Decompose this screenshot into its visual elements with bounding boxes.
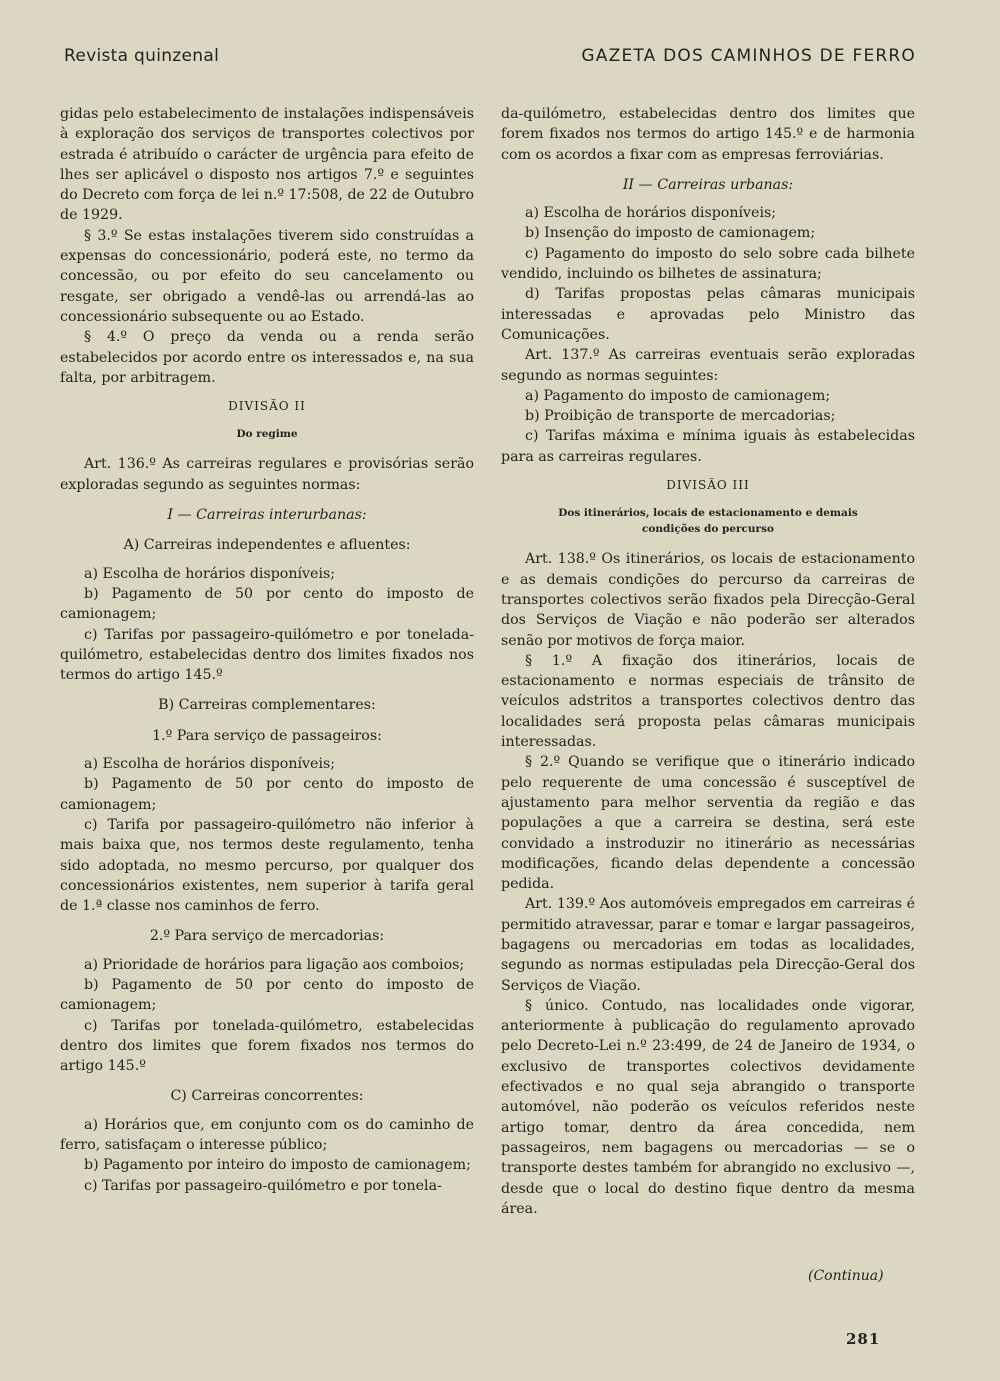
list-item: c) Tarifas por passageiro-quilómetro e por tonela- bbox=[84, 1177, 442, 1194]
subsection-heading: A) Carreiras independentes e afluentes: bbox=[123, 537, 411, 554]
list-item: a) Escolha de horários disponíveis; bbox=[84, 565, 336, 582]
list-item: b) Proibição de transporte de mercadorias; bbox=[525, 408, 836, 425]
article: Art. 137.º As carreiras eventuais serão exploradas segundo as normas seguintes: bbox=[501, 347, 915, 384]
list-item: a) Escolha de horários disponíveis; bbox=[84, 756, 336, 773]
list-item: b) Pagamento de 50 por cento do imposto de camionagem; bbox=[60, 776, 474, 813]
list-item: c) Tarifas máxima e mínima iguais às estabelecidas para as carreiras regulares. bbox=[501, 428, 915, 465]
list-item: b) Pagamento de 50 por cento do imposto de camionagem; bbox=[60, 976, 474, 1014]
list-item: b) Pagamento por inteiro do imposto de camionagem; bbox=[84, 1157, 471, 1174]
article: Art. 136.º As carreiras regulares e provisórias serão exploradas segundo as seguintes normas: bbox=[60, 456, 474, 493]
division-subtitle: Do regime bbox=[236, 428, 298, 441]
paragraph: § único. Contudo, nas localidades onde vigorar, anteriormente à publicação do regulamento aprovado pelo Decreto-Lei n.º 23:499, de 24 de Janeiro de 1934, o exclusivo de transportes colectivos devidamente efectivados e no qual seja abrangido o transporte automóvel, não poderão os veículos referidos neste artigo tomar, dentro da área concedida, nem passageiros, nem bagagens ou mercadorias — se o transporte destes também for abrangido no exclusivo —, desde que o local do destino fique dentro da mesma área. bbox=[501, 997, 915, 1217]
list-item: c) Pagamento do imposto do selo sobre cada bilhete vendido, incluindo os bilhetes de assinatura; bbox=[501, 245, 915, 283]
list-item: b) Pagamento de 50 por cento do imposto de camionagem; bbox=[60, 585, 474, 623]
paragraph: gidas pelo estabelecimento de instalações indispensáveis à exploração dos serviços de transportes colectivos por estrada é atribuído o carácter de urgência para efeito de lhes ser aplicável o disposto nos artigos 7.º e seguintes do Decreto com força de lei n.º 17:508, de 22 de Outubro de 1929. bbox=[60, 106, 475, 224]
division-title: DIVISÃO II bbox=[228, 399, 306, 414]
subsection-heading: B) Carreiras complementares: bbox=[158, 697, 376, 714]
paragraph: § 4.º O preço da venda ou a renda serão estabelecidos por acordo entre os interessados e, na sua falta, por arbitragem. bbox=[60, 329, 474, 386]
page-number: 281 bbox=[846, 1330, 881, 1348]
subsection-heading: 1.º Para serviço de passageiros: bbox=[152, 727, 382, 744]
list-item: c) Tarifas por passageiro-quilómetro e por tonelada-quilómetro, estabelecidas dentro dos limites fixados nos termos do artigo 145.º bbox=[60, 626, 474, 684]
header-left: Revista quinzenal bbox=[64, 46, 220, 66]
list-item: a) Pagamento do imposto de camionagem; bbox=[525, 387, 831, 404]
list-item: c) Tarifas por tonelada-quilómetro, estabelecidas dentro dos limites que forem fixados nos termos do artigo 145.º bbox=[60, 1017, 474, 1075]
subsection-heading: 2.º Para serviço de mercadorias: bbox=[149, 928, 385, 945]
list-item: d) Tarifas propostas pelas câmaras municipais interessadas e aprovadas pelo Ministro das Comunicações. bbox=[501, 286, 915, 343]
list-item: c) Tarifa por passageiro-quilómetro não inferior à mais baixa que, nos termos deste regulamento, tenha sido adoptada, no mesmo percurso, por qualquer dos concessionários existentes, nem superior à tarifa geral de 1.ª classe nos caminhos de ferro. bbox=[60, 816, 474, 915]
paragraph: § 1.º A fixação dos itinerários, locais de estacionamento e normas especiais de trânsito de veículos adstritos a transportes colectivos dentro das localidades será proposta pelas câmaras municipais interessadas. bbox=[501, 652, 915, 751]
division-title: DIVISÃO III bbox=[666, 478, 750, 493]
continua-note: (Continua) bbox=[808, 1268, 884, 1284]
list-item: a) Horários que, em conjunto com os do caminho de ferro, satisfaçam o interesse público; bbox=[60, 1116, 474, 1154]
article: Art. 139.º Aos automóveis empregados em carreiras é permitido atravessar, parar e tomar e largar passageiros, bagagens ou mercadorias em todas as localidades, segundo as normas estipuladas pela Direcção-Geral dos Serviços de Viação. bbox=[501, 896, 915, 994]
left-column bbox=[60, 104, 474, 1196]
header-right: GAZETA DOS CAMINHOS DE FERRO bbox=[581, 46, 916, 66]
right-column bbox=[501, 104, 915, 1219]
article: Art. 138.º Os itinerários, os locais de estacionamento e as demais condições do percurso da carreiras de transportes colectivos serão fixados pela Direcção-Geral dos Serviços de Viação e não poderão ser alterados senão por motivos de força maior. bbox=[501, 551, 915, 649]
list-item: a) Escolha de horários disponíveis; bbox=[525, 205, 777, 222]
division-subtitle: Dos itinerários, locais de estacionamento e demais condições do percurso bbox=[558, 507, 858, 536]
subsection-heading: C) Carreiras concorrentes: bbox=[170, 1088, 364, 1105]
paragraph: § 3.º Se estas instalações tiverem sido construídas a expensas do concessionário, poderá este, no termo da concessão, ou por efeito do seu cancelamento ou resgate, ser obrigado a vendê-las ou arrendá-las ao concessionário subsequente ou ao Estado. bbox=[60, 227, 474, 325]
paragraph: da-quilómetro, estabelecidas dentro dos limites que forem fixados nos termos do artigo 145.º e de harmonia com os acordos a fixar com as empresas ferroviárias. bbox=[501, 106, 915, 163]
section-heading: II — Carreiras urbanas: bbox=[622, 176, 794, 193]
list-item: a) Prioridade de horários para ligação aos comboios; bbox=[84, 956, 465, 973]
list-item: b) Insenção do imposto de camionagem; bbox=[525, 225, 816, 242]
section-heading: I — Carreiras interurbanas: bbox=[167, 507, 367, 524]
paragraph: § 2.º Quando se verifique que o itinerário indicado pelo requerente de uma concessão é susceptível de ajustamento para melhor serventia da região e das populações a que a carreira se destina, será este convidado a instroduzir no itinerário as necessárias modificações, ficando delas dependente a concessão pedida. bbox=[501, 754, 915, 893]
